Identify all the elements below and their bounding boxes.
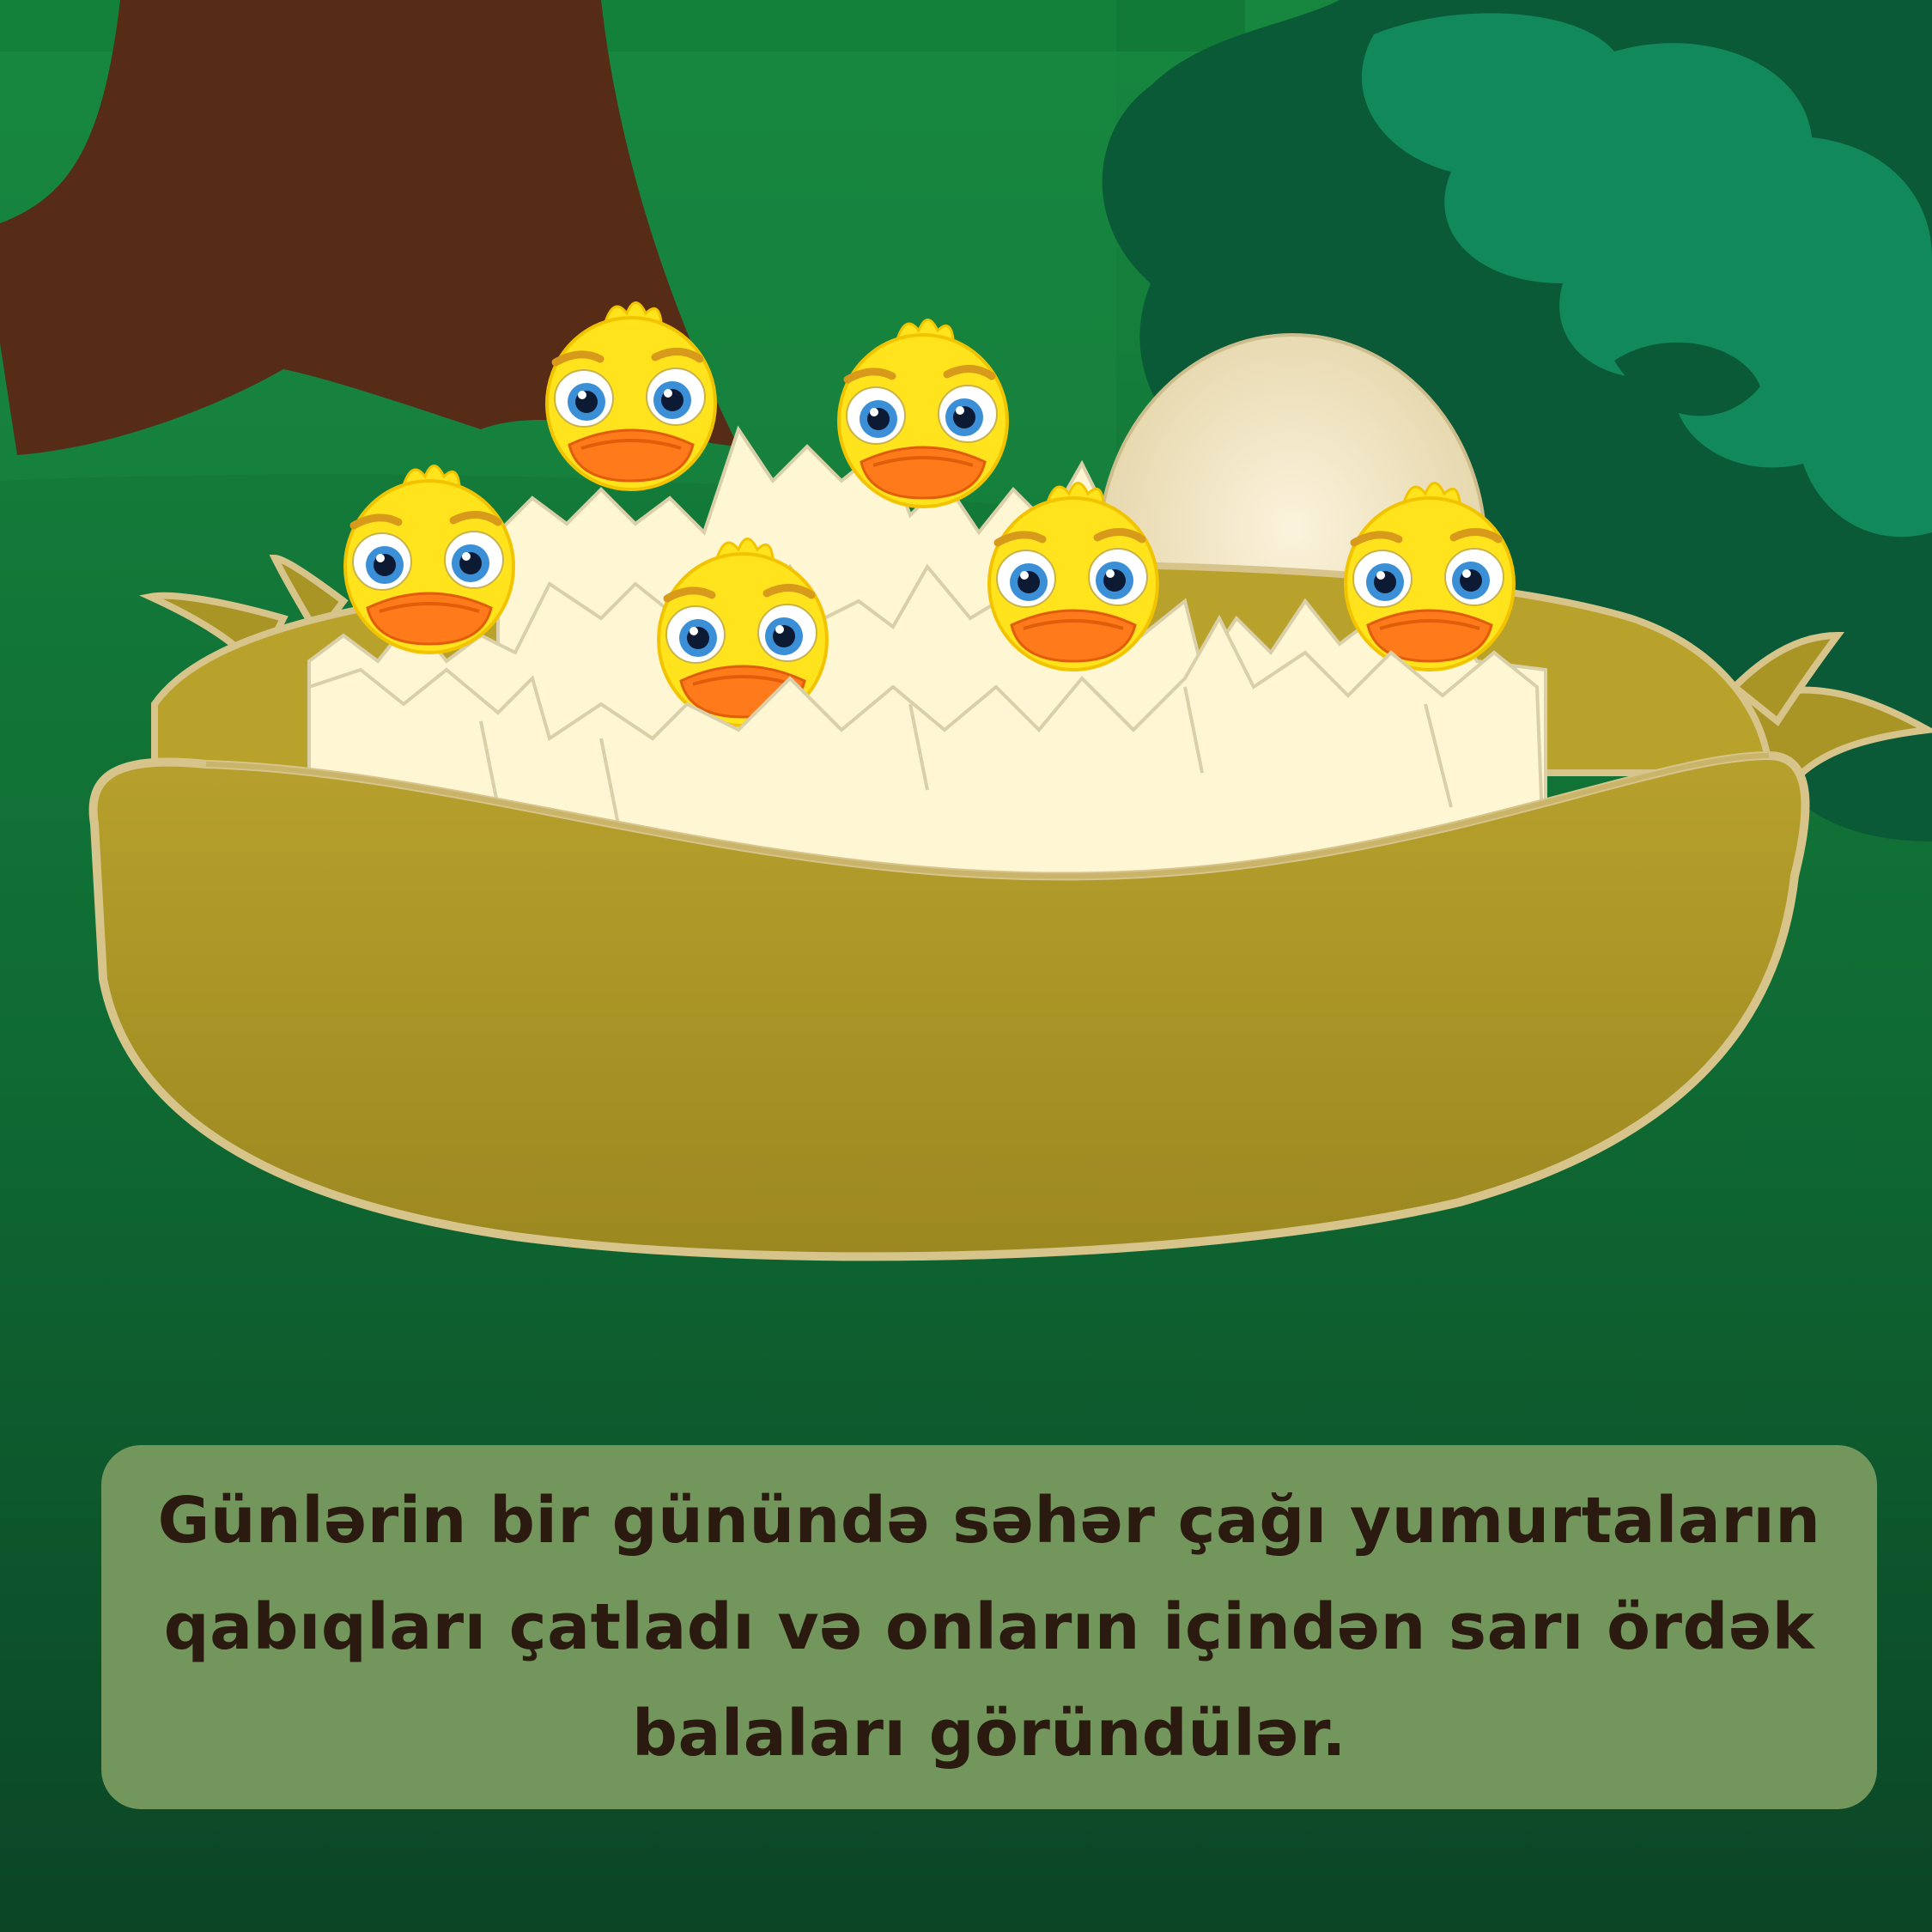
caption-box <box>101 1445 1877 1809</box>
caption-text: Günlərin bir günündə səhər çağı yumurtaların qabıqları çatladı və onların içindən sarı ördək balaları göründülər. <box>157 1484 1821 1771</box>
